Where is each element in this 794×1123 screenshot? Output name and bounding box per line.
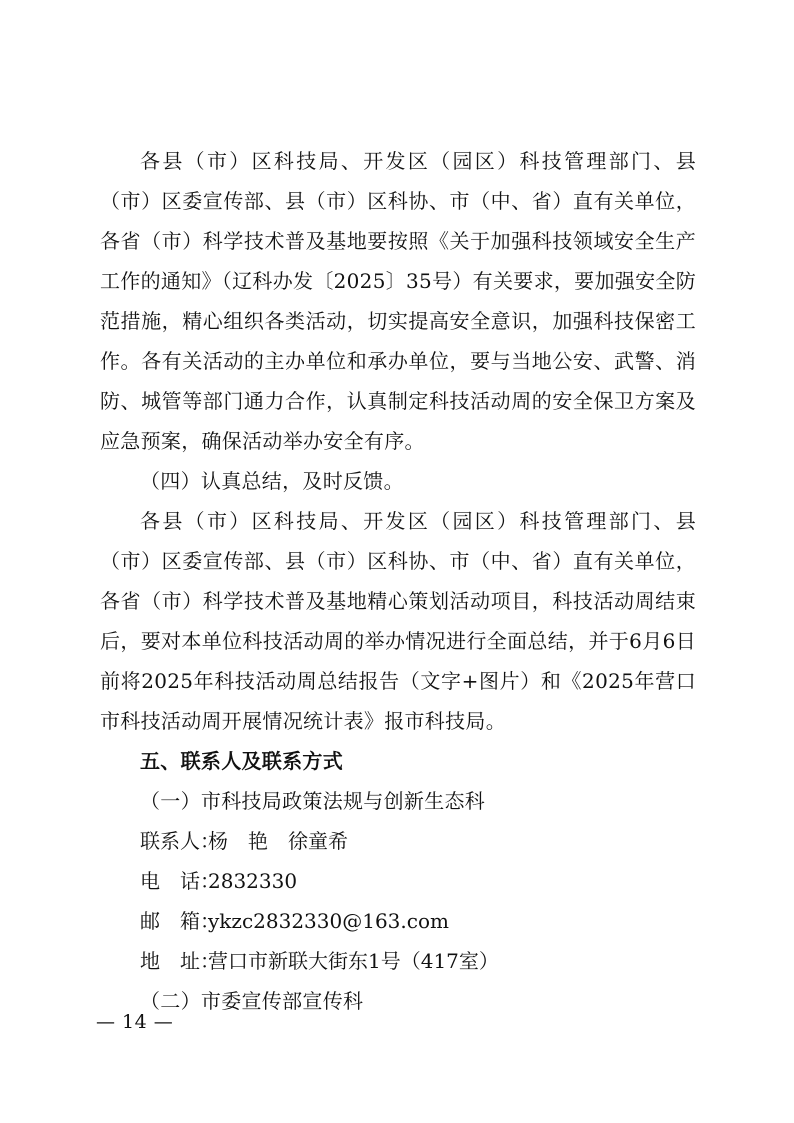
email-label: 邮 箱： (140, 909, 220, 933)
paragraph-safety-measures: 各县（市）区科技局、开发区（园区）科技管理部门、县（市）区委宣传部、县（市）区科协、市（中、省）直有关单位，各省（市）科学技术普及基地要按照《关于加强科技领域安全生产工作的通知》（辽科办发〔2025〕35号）有关要求，要加强安全防范措施，精心组织各类活动，切实提高安全意识，加强科技保密工作。各有关活动的主办单位和承办单位，要与当地公安、武警、消防、城管等部门通力合作，认真制定科技活动周的安全保卫方案及应急预案，确保活动举办安全有序。 (100, 149, 696, 453)
subsection-4-title: （四）认真总结，及时反馈。 (140, 469, 404, 493)
contact-person-value: 杨 艳 徐童希 (208, 829, 348, 853)
document-body (100, 141, 696, 1021)
subsection-5-2-title: （二）市委宣传部宣传科 (140, 989, 364, 1013)
email-row (100, 901, 696, 941)
email-value: ykzc2832330@163.com (208, 909, 449, 933)
contact-person-label: 联系人： (140, 829, 220, 853)
subsection-5-1-title: （一）市科技局政策法规与创新生态科 (140, 789, 486, 813)
address-row (100, 941, 696, 981)
section-5-heading: 五、联系人及联系方式 (140, 749, 343, 773)
address-label: 地 址： (140, 949, 220, 973)
address-value: 营口市新联大街东1号（417室） (208, 949, 499, 973)
contact-person-row (100, 821, 696, 861)
page-number: — 14 — (96, 1011, 174, 1033)
paragraph-summary-feedback: 各县（市）区科技局、开发区（园区）科技管理部门、县（市）区委宣传部、县（市）区科协、市（中、省）直有关单位，各省（市）科学技术普及基地精心策划活动项目，科技活动周结束后，要对本单位科技活动周的举办情况进行全面总结，并于6月6日前将2025年科技活动周总结报告（文字+图片）和《2025年营口市科技活动周开展情况统计表》报市科技局。 (100, 509, 696, 733)
phone-value: 2832330 (208, 869, 298, 893)
phone-label: 电 话： (140, 869, 220, 893)
phone-row (100, 861, 696, 901)
